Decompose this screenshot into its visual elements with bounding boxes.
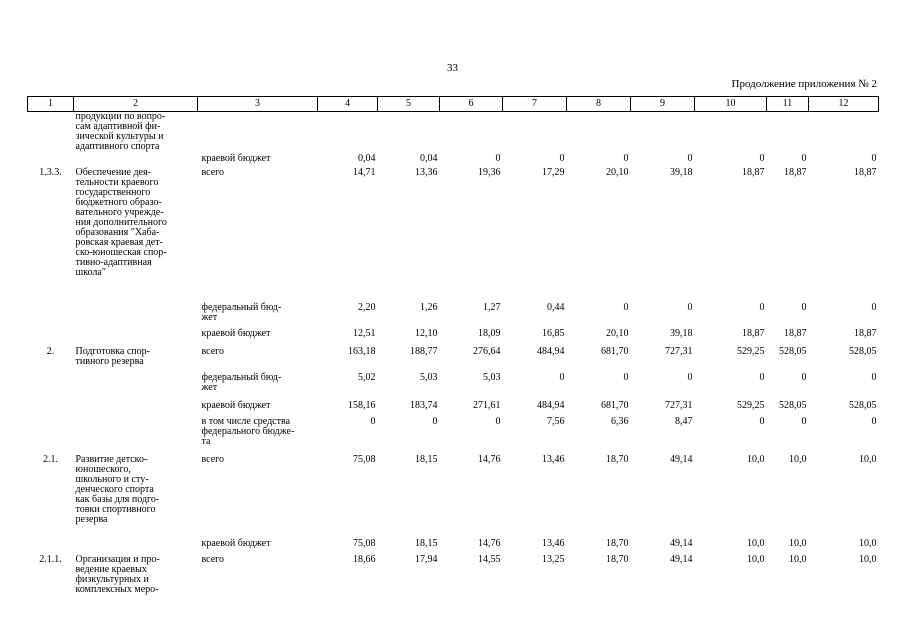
value-cell: 0 (559, 371, 565, 383)
value-cell: 13,46 (542, 537, 565, 549)
row-number (28, 112, 74, 154)
value-cell: 13,46 (542, 453, 565, 465)
value-cell: 75,08 (353, 453, 376, 465)
table-row (28, 537, 879, 553)
funding-source: краевой бюджет (201, 327, 271, 339)
value-cell: 5,03 (483, 371, 501, 383)
value-cell: 528,05 (849, 345, 877, 357)
funding-source: всего (201, 553, 225, 565)
row-title: Обеспечение дея- тельности краевого государственного бюджетного образо- вательного учрежде- ния дополнительного образования "Хаба- ровская краевая дет- ско-юношеская спор- тивно-адаптивная школа" (75, 166, 167, 278)
value-cell: 18,66 (353, 553, 376, 565)
value-cell: 0 (623, 371, 629, 383)
row-number: 1.3.3. (39, 166, 62, 178)
value-cell: 163,18 (348, 345, 376, 357)
value-cell: 0 (871, 415, 877, 427)
row-title (74, 299, 198, 327)
funding-source: краевой бюджет (201, 152, 271, 164)
table-row (28, 327, 879, 345)
value-cell: 0 (495, 152, 501, 164)
table-row (28, 415, 879, 451)
value-cell: 0,44 (547, 301, 565, 313)
value-cell: 2,20 (358, 301, 376, 313)
row-number (28, 369, 74, 399)
value-cell: 18,87 (742, 166, 765, 178)
column-header-6: 6 (440, 97, 503, 112)
value-cell: 0 (495, 415, 501, 427)
value-cell: 6,36 (611, 415, 629, 427)
funding-source: федеральный бюд- жет (201, 371, 282, 393)
value-cell: 20,10 (606, 327, 629, 339)
value-cell: 14,55 (478, 553, 501, 565)
value-cell: 49,14 (670, 553, 693, 565)
funding-source: краевой бюджет (201, 537, 271, 549)
value-cell: 12,10 (415, 327, 438, 339)
row-title: Развитие детско- юношеского, школьного и сту- денческого спорта как базы для подго- товки спортивного резерва (75, 453, 160, 525)
row-title: Подготовка спор- тивного резерва (75, 345, 150, 367)
row-title (74, 154, 198, 168)
value-cell: 13,25 (542, 553, 565, 565)
value-cell: 0 (801, 301, 807, 313)
value-cell: 39,18 (670, 327, 693, 339)
value-cell: 529,25 (737, 345, 765, 357)
row-number (28, 327, 74, 345)
value-cell: 49,14 (670, 537, 693, 549)
value-cell (378, 112, 440, 154)
funding-source: всего (201, 345, 225, 357)
column-header-4: 4 (318, 97, 378, 112)
value-cell: 19,36 (478, 166, 501, 178)
value-cell: 14,76 (478, 453, 501, 465)
value-cell: 12,51 (353, 327, 376, 339)
table-row (28, 112, 879, 154)
value-cell: 18,70 (606, 453, 629, 465)
value-cell: 276,64 (473, 345, 501, 357)
value-cell: 528,05 (849, 399, 877, 411)
table-row (28, 451, 879, 537)
row-number (28, 399, 74, 415)
row-title (74, 369, 198, 399)
table-row (28, 168, 879, 299)
column-header-8: 8 (567, 97, 631, 112)
column-header-11: 11 (767, 97, 809, 112)
value-cell: 727,31 (665, 345, 693, 357)
value-cell: 0 (871, 301, 877, 313)
value-cell: 0 (370, 415, 376, 427)
value-cell (809, 112, 879, 154)
value-cell: 75,08 (353, 537, 376, 549)
value-cell: 8,47 (675, 415, 693, 427)
value-cell: 20,10 (606, 166, 629, 178)
value-cell: 18,70 (606, 537, 629, 549)
value-cell (503, 112, 567, 154)
table-row (28, 345, 879, 369)
value-cell: 10,0 (789, 453, 807, 465)
value-cell: 10,0 (859, 537, 877, 549)
value-cell: 17,94 (415, 553, 438, 565)
value-cell: 727,31 (665, 399, 693, 411)
funding-source: краевой бюджет (201, 399, 271, 411)
value-cell: 183,74 (410, 399, 438, 411)
value-cell (767, 112, 809, 154)
value-cell: 0 (759, 415, 765, 427)
row-number: 2.1.1. (39, 553, 62, 565)
value-cell: 18,87 (784, 166, 807, 178)
value-cell: 17,29 (542, 166, 565, 178)
column-header-1: 1 (28, 97, 74, 112)
value-cell: 0 (759, 152, 765, 164)
value-cell: 0 (801, 415, 807, 427)
value-cell: 0 (871, 152, 877, 164)
value-cell: 188,77 (410, 345, 438, 357)
row-title (74, 537, 198, 553)
value-cell: 7,56 (547, 415, 565, 427)
row-number (28, 154, 74, 168)
row-title (74, 415, 198, 451)
funding-source (198, 112, 318, 154)
value-cell: 16,85 (542, 327, 565, 339)
value-cell: 13,36 (415, 166, 438, 178)
value-cell: 158,16 (348, 399, 376, 411)
column-header-10: 10 (695, 97, 767, 112)
value-cell: 1,26 (420, 301, 438, 313)
value-cell: 1,27 (483, 301, 501, 313)
table-row (28, 399, 879, 415)
value-cell: 0 (687, 371, 693, 383)
table-row (28, 154, 879, 168)
value-cell: 0 (432, 415, 438, 427)
value-cell: 0 (759, 371, 765, 383)
value-cell: 681,70 (601, 345, 629, 357)
value-cell: 18,15 (415, 453, 438, 465)
value-cell: 0 (687, 301, 693, 313)
value-cell: 528,05 (779, 399, 807, 411)
column-header-3: 3 (198, 97, 318, 112)
value-cell: 5,02 (358, 371, 376, 383)
value-cell: 18,87 (742, 327, 765, 339)
table-row (28, 299, 879, 327)
value-cell: 14,71 (353, 166, 376, 178)
value-cell: 484,94 (537, 345, 565, 357)
funding-source: федеральный бюд- жет (201, 301, 282, 323)
value-cell: 0 (623, 152, 629, 164)
table-row (28, 369, 879, 399)
value-cell: 0 (623, 301, 629, 313)
value-cell: 10,0 (859, 453, 877, 465)
row-title: продукции по вопро- сам адаптивной фи- зической культуры и адаптивного спорта (75, 111, 166, 152)
value-cell: 18,87 (784, 327, 807, 339)
row-title: Организация и про- ведение краевых физкультурных и комплексных меро- (75, 553, 160, 595)
value-cell: 10,0 (789, 537, 807, 549)
budget-table-wrapper (27, 96, 878, 613)
value-cell: 528,05 (779, 345, 807, 357)
value-cell: 5,03 (420, 371, 438, 383)
value-cell: 0 (559, 152, 565, 164)
header-row (28, 97, 879, 112)
row-number (28, 537, 74, 553)
value-cell (695, 112, 767, 154)
value-cell: 681,70 (601, 399, 629, 411)
budget-table (27, 96, 879, 613)
value-cell: 0 (687, 152, 693, 164)
column-header-9: 9 (631, 97, 695, 112)
value-cell (318, 112, 378, 154)
value-cell: 10,0 (747, 453, 765, 465)
value-cell: 0,04 (420, 152, 438, 164)
value-cell: 18,70 (606, 553, 629, 565)
row-number: 2.1. (43, 453, 58, 465)
table-row (28, 553, 879, 613)
column-header-7: 7 (503, 97, 567, 112)
value-cell (440, 112, 503, 154)
value-cell: 14,76 (478, 537, 501, 549)
column-header-2: 2 (74, 97, 198, 112)
row-title (74, 327, 198, 345)
value-cell: 18,09 (478, 327, 501, 339)
row-number (28, 415, 74, 451)
value-cell: 10,0 (747, 537, 765, 549)
value-cell: 0 (871, 371, 877, 383)
value-cell: 18,87 (854, 166, 877, 178)
value-cell: 529,25 (737, 399, 765, 411)
funding-source: в том числе средства федерального бюдже- та (201, 415, 295, 447)
value-cell: 0 (801, 371, 807, 383)
table-body (28, 112, 879, 613)
value-cell: 49,14 (670, 453, 693, 465)
funding-source: всего (201, 453, 225, 465)
column-header-5: 5 (378, 97, 440, 112)
column-header-12: 12 (809, 97, 879, 112)
value-cell: 484,94 (537, 399, 565, 411)
funding-source: всего (201, 166, 225, 178)
value-cell: 0,04 (358, 152, 376, 164)
value-cell: 271,61 (473, 399, 501, 411)
row-number (28, 299, 74, 327)
value-cell: 0 (759, 301, 765, 313)
value-cell (631, 112, 695, 154)
value-cell: 18,15 (415, 537, 438, 549)
page-number: 33 (447, 62, 458, 74)
value-cell: 10,0 (859, 553, 877, 565)
value-cell: 18,87 (854, 327, 877, 339)
continuation-note: Продолжение приложения № 2 (731, 78, 877, 90)
value-cell: 0 (801, 152, 807, 164)
row-title (74, 399, 198, 415)
value-cell (567, 112, 631, 154)
value-cell: 10,0 (747, 553, 765, 565)
value-cell: 39,18 (670, 166, 693, 178)
row-number: 2. (46, 345, 55, 357)
value-cell: 10,0 (789, 553, 807, 565)
